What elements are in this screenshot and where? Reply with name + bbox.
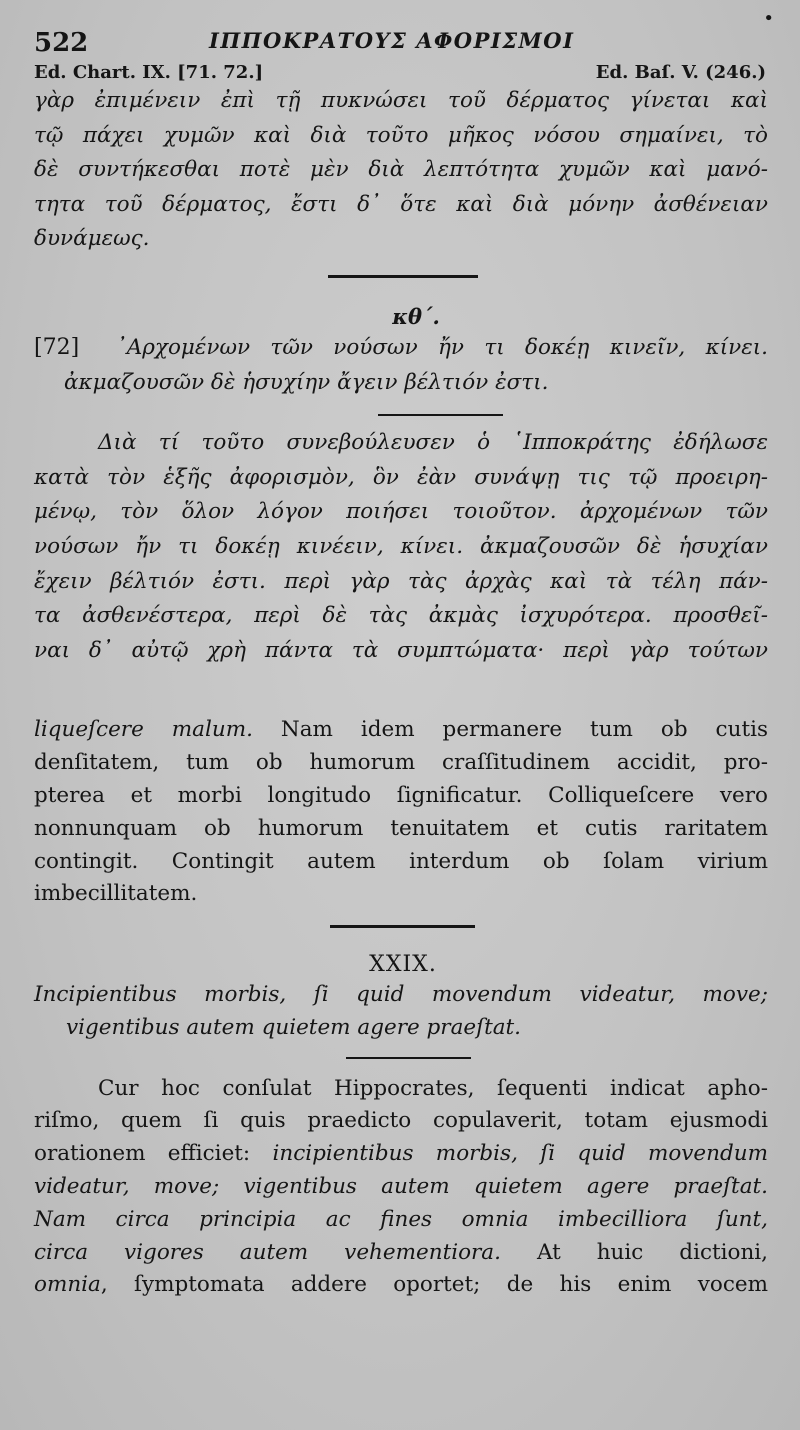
section-divider bbox=[346, 1057, 471, 1059]
text-line: contingit. Contingit autem interdum ob ſolam virium bbox=[34, 848, 768, 874]
latin-italic-phrase: incipientibus morbis, ſi quid movendum bbox=[272, 1141, 768, 1167]
greek-commentary-continued bbox=[34, 84, 768, 257]
edition-basel-ref: Ed. Baſ. V. (246.) bbox=[595, 62, 766, 83]
latin-italic-phrase: videatur, move; bbox=[34, 1174, 244, 1200]
text-line: nonnunquam ob humorum tenuitatem et cutis raritatem bbox=[34, 815, 768, 841]
text-line: Nam circa principia ac fines omnia imbecilliora ſunt, bbox=[34, 1206, 768, 1232]
text-line: νούσων ἤν τι δοκέῃ κινέειν, κίνει. ἀκμαζουσῶν δὲ ἡσυχίαν bbox=[34, 533, 768, 559]
text-line: κατὰ τὸν ἑξῆς ἀφορισμὸν, ὃν ἐὰν συνάψῃ τις τῷ προειρη- bbox=[34, 464, 768, 490]
greek-aphorism bbox=[34, 331, 768, 400]
text-line: μένῳ, τὸν ὅλον λόγον ποιήσει τοιοῦτον. ἀρχομένων τῶν bbox=[34, 499, 768, 525]
text-line: γὰρ ἐπιμένειν ἐπὶ τῇ πυκνώσει τοῦ δέρματος γίνεται καὶ bbox=[34, 88, 768, 113]
text-line: τῷ πάχει χυμῶν καὶ διὰ τοῦτο μῆκος νόσου σημαίνει, τὸ bbox=[34, 122, 768, 148]
text-line: δυνάμεως. bbox=[34, 226, 150, 252]
latin-phrase: orationem efficiet: bbox=[34, 1141, 273, 1167]
latin-aphorism bbox=[34, 979, 768, 1045]
edition-chartier-ref: Ed. Chart. IX. [71. 72.] bbox=[34, 62, 264, 83]
edition-reference-line bbox=[34, 62, 768, 90]
text-line: denſitatem, tum ob humorum craſſitudinem accidit, pro- bbox=[34, 750, 768, 776]
latin-phrase: Nam idem permanere tum ob cutis bbox=[252, 717, 768, 743]
latin-commentary-continued bbox=[34, 714, 768, 911]
text-line: τα ἀσθενέστερα, περὶ δὲ τὰς ἀκμὰς ἰσχυρότερα. προσθεῖ- bbox=[34, 603, 768, 629]
latin-phrase: , ſymptomata addere oportet; de his enim vocem bbox=[100, 1272, 768, 1298]
text-line: ἔχειν βέλτιόν ἐστι. περὶ γὰρ τὰς ἀρχὰς καὶ τὰ τέλη πάν- bbox=[34, 568, 768, 594]
section-divider bbox=[330, 925, 475, 928]
latin-italic-phrase: vigentibus autem quietem agere praeſtat. bbox=[243, 1174, 768, 1200]
page-header bbox=[34, 8, 774, 62]
text-line: τητα τοῦ δέρματος, ἔστι δ᾽ ὅτε καὶ διὰ μόνην ἀσθένειαν bbox=[34, 191, 768, 217]
text-line: ἀκμαζουσῶν δὲ ἡσυχίην ἄγειν βέλτιόν ἐστι. bbox=[64, 369, 549, 395]
text-line bbox=[34, 1171, 768, 1204]
text-line: ναι δ᾽ αὐτῷ χρὴ πάντα τὰ συμπτώματα· περὶ γὰρ τούτων bbox=[34, 637, 768, 663]
latin-aphorism-number: XXIX. bbox=[369, 952, 437, 978]
text-line: δὲ συντήκεσθαι ποτὲ μὲν διὰ λεπτότητα χυμῶν καὶ μανό- bbox=[34, 157, 768, 183]
corner-mark: • bbox=[763, 8, 774, 29]
running-title: ΙΠΠΟΚΡΑΤΟΥΣ ΑΦΟΡΙΣΜΟΙ bbox=[209, 28, 575, 53]
text-line: ᾽Αρχομένων τῶν νούσων ἤν τι δοκέῃ κινεῖν, κίνει. bbox=[116, 334, 768, 360]
text-line: Διὰ τί τοῦτο συνεβούλευσεν ὁ ῾Ιπποκράτης ἐδήλωσε bbox=[98, 430, 768, 456]
latin-italic-phrase: liqueſcere malum. bbox=[34, 717, 253, 743]
latin-commentary bbox=[34, 1073, 768, 1303]
margin-reference: [72] bbox=[34, 334, 80, 360]
greek-commentary bbox=[34, 426, 768, 668]
latin-phrase: At huic dictioni, bbox=[500, 1239, 768, 1265]
text-line: riſmo, quem ſi quis praedicto copulaverit, totam ejusmodi bbox=[34, 1108, 768, 1134]
latin-italic-phrase: circa vigores autem vehementiora. bbox=[34, 1239, 501, 1265]
section-divider bbox=[328, 275, 478, 278]
text-line bbox=[34, 714, 768, 747]
text-line: Cur hoc conſulat Hippocrates, ſequenti indicat apho- bbox=[98, 1075, 768, 1101]
latin-italic-phrase: omnia bbox=[34, 1272, 101, 1298]
text-line: vigentibus autem quietem agere praeſtat. bbox=[66, 1014, 522, 1040]
text-line: imbecillitatem. bbox=[34, 881, 198, 907]
text-line: Incipientibus morbis, ſi quid movendum videatur, move; bbox=[34, 982, 768, 1008]
text-line: pterea et morbi longitudo ſignificatur. Colliqueſcere vero bbox=[34, 782, 768, 808]
text-line bbox=[34, 1269, 768, 1302]
greek-aphorism-number: κθ΄. bbox=[392, 303, 440, 329]
page-number: 522 bbox=[34, 28, 89, 58]
section-divider bbox=[378, 414, 503, 416]
text-line bbox=[34, 1138, 768, 1171]
text-line bbox=[34, 1237, 768, 1270]
